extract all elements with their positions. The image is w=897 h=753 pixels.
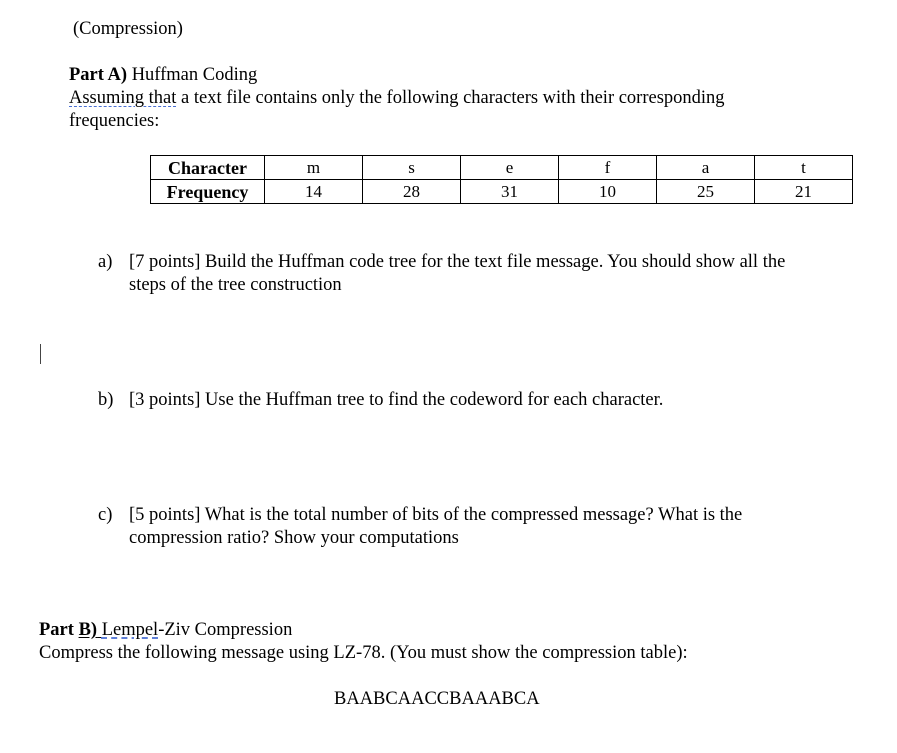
frequency-table [150, 155, 853, 204]
question-a-label: a) [98, 252, 113, 272]
table-row [151, 156, 853, 180]
table-cell: 25 [657, 180, 755, 204]
part-b-label-letter: B) [78, 620, 98, 640]
table-cell: 14 [265, 180, 363, 204]
question-a-line2: steps of the tree construction [129, 275, 342, 295]
question-c-line2: compression ratio? Show your computations [129, 528, 459, 548]
part-a-label: Part A) [69, 65, 128, 85]
part-a-intro-line2: frequencies: [69, 111, 160, 131]
table-header-character: Character [151, 156, 265, 180]
table-cell: 10 [559, 180, 657, 204]
table-cell: t [755, 156, 853, 180]
section-title: (Compression) [73, 19, 183, 39]
table-cell: 31 [461, 180, 559, 204]
table-cell: a [657, 156, 755, 180]
part-b-title: -Ziv Compression [158, 620, 293, 640]
question-b-line1: [3 points] Use the Huffman tree to find the codeword for each character. [129, 390, 664, 410]
question-a-line1: [7 points] Build the Huffman code tree for the text file message. You should show all the [129, 252, 786, 272]
table-row [151, 180, 853, 204]
table-cell: e [461, 156, 559, 180]
table-header-frequency: Frequency [151, 180, 265, 204]
part-a-intro-text: a text file contains only the following characters with their corresponding [176, 88, 725, 108]
grammar-flag-text[interactable]: Assuming that [69, 88, 177, 108]
part-a-title: Huffman Coding [127, 65, 258, 85]
table-cell: s [363, 156, 461, 180]
question-c-line1: [5 points] What is the total number of bits of the compressed message? What is the [129, 505, 743, 525]
question-b-label: b) [98, 390, 114, 410]
part-b-heading [39, 619, 292, 642]
table-cell: m [265, 156, 363, 180]
part-b-instruction: Compress the following message using LZ-78. (You must show the compression table): [39, 643, 688, 663]
table-cell: 21 [755, 180, 853, 204]
table-cell: 28 [363, 180, 461, 204]
spell-flag-text[interactable]: Lempel [101, 620, 159, 640]
part-a-intro-line1 [69, 87, 725, 110]
question-c-label: c) [98, 505, 113, 525]
part-a-heading [69, 64, 257, 87]
part-b-label: Part [39, 620, 79, 640]
table-cell: f [559, 156, 657, 180]
text-cursor [40, 344, 41, 364]
lz-message: BAABCAACCBAAABCA [334, 689, 540, 709]
